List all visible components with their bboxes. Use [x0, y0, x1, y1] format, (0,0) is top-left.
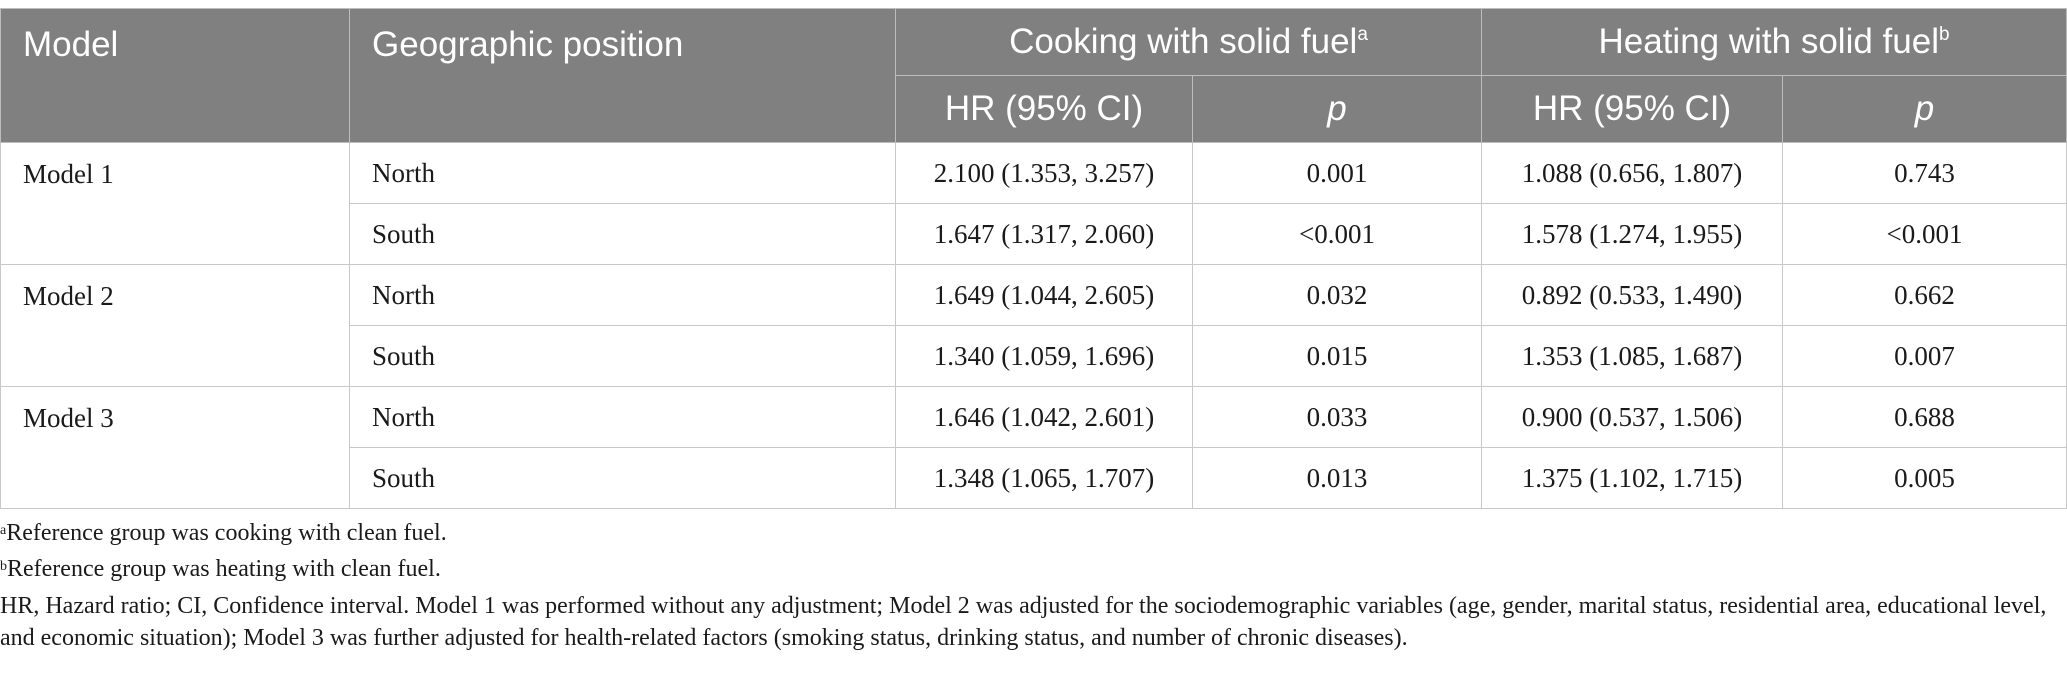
geo-cell: South: [350, 326, 896, 387]
table-row: [1, 387, 2067, 448]
cooking-hr-cell: 1.646 (1.042, 2.601): [896, 387, 1193, 448]
cooking-p-cell: 0.015: [1193, 326, 1482, 387]
cooking-p-cell: <0.001: [1193, 204, 1482, 265]
header-cooking-p: p: [1193, 76, 1482, 143]
model-cell: Model 1: [1, 143, 350, 265]
geo-cell: North: [350, 143, 896, 204]
cooking-hr-cell: 1.647 (1.317, 2.060): [896, 204, 1193, 265]
heating-p-cell: 0.007: [1783, 326, 2067, 387]
footnote-a: [0, 518, 2060, 548]
cooking-hr-cell: 2.100 (1.353, 3.257): [896, 143, 1193, 204]
header-cooking: [896, 9, 1482, 76]
heating-p-cell: 0.662: [1783, 265, 2067, 326]
header-heating-label: Heating with solid fuel: [1598, 22, 1939, 61]
footnote-a-text: Reference group was cooking with clean fuel.: [6, 520, 447, 546]
table-row: [1, 265, 2067, 326]
header-cooking-hr: HR (95% CI): [896, 76, 1193, 143]
header-geographic-position: Geographic position: [350, 9, 896, 143]
cooking-p-cell: 0.013: [1193, 448, 1482, 509]
header-row-1: [1, 9, 2067, 76]
footnote-b-text: Reference group was heating with clean fuel.: [7, 556, 441, 582]
heating-p-cell: 0.005: [1783, 448, 2067, 509]
footnote-abbreviations: HR, Hazard ratio; CI, Confidence interval. Model 1 was performed without any adjustment; Model 2 was adjusted for the sociodemographic variables (age, gender, marital status, residential area, educational level, and economic situation); Model 3 was further adjusted for health-related factors (smoking status, drinking status, and number of chronic diseases).: [0, 593, 2047, 651]
footnote-b-mark: b: [0, 559, 7, 574]
header-cooking-label: Cooking with solid fuel: [1009, 22, 1358, 61]
heating-hr-cell: 1.353 (1.085, 1.687): [1482, 326, 1783, 387]
header-heating-footnote-mark: b: [1938, 24, 1950, 45]
model-cell: Model 3: [1, 387, 350, 509]
header-heating: [1482, 9, 2067, 76]
heating-hr-cell: 0.892 (0.533, 1.490): [1482, 265, 1783, 326]
table-row: [1, 143, 2067, 204]
header-heating-p: p: [1783, 76, 2067, 143]
cooking-hr-cell: 1.340 (1.059, 1.696): [896, 326, 1193, 387]
header-model: Model: [1, 9, 350, 143]
heating-p-cell: 0.688: [1783, 387, 2067, 448]
geo-cell: South: [350, 448, 896, 509]
cooking-p-cell: 0.033: [1193, 387, 1482, 448]
cooking-hr-cell: 1.348 (1.065, 1.707): [896, 448, 1193, 509]
footnote-a-mark: a: [0, 523, 7, 538]
cooking-p-cell: 0.001: [1193, 143, 1482, 204]
heating-p-cell: <0.001: [1783, 204, 2067, 265]
footnote-b: [0, 554, 2060, 584]
results-table: [0, 8, 2067, 509]
header-cooking-footnote-mark: a: [1357, 24, 1368, 45]
table-body: [1, 143, 2067, 509]
geo-cell: North: [350, 265, 896, 326]
cooking-hr-cell: 1.649 (1.044, 2.605): [896, 265, 1193, 326]
heating-hr-cell: 0.900 (0.537, 1.506): [1482, 387, 1783, 448]
table-footnotes: [0, 518, 2060, 660]
cooking-p-cell: 0.032: [1193, 265, 1482, 326]
header-heating-hr: HR (95% CI): [1482, 76, 1783, 143]
geo-cell: South: [350, 204, 896, 265]
model-cell: Model 2: [1, 265, 350, 387]
heating-p-cell: 0.743: [1783, 143, 2067, 204]
heating-hr-cell: 1.375 (1.102, 1.715): [1482, 448, 1783, 509]
table-header: [1, 9, 2067, 143]
geo-cell: North: [350, 387, 896, 448]
heating-hr-cell: 1.088 (0.656, 1.807): [1482, 143, 1783, 204]
heating-hr-cell: 1.578 (1.274, 1.955): [1482, 204, 1783, 265]
table-container: [0, 8, 2067, 509]
